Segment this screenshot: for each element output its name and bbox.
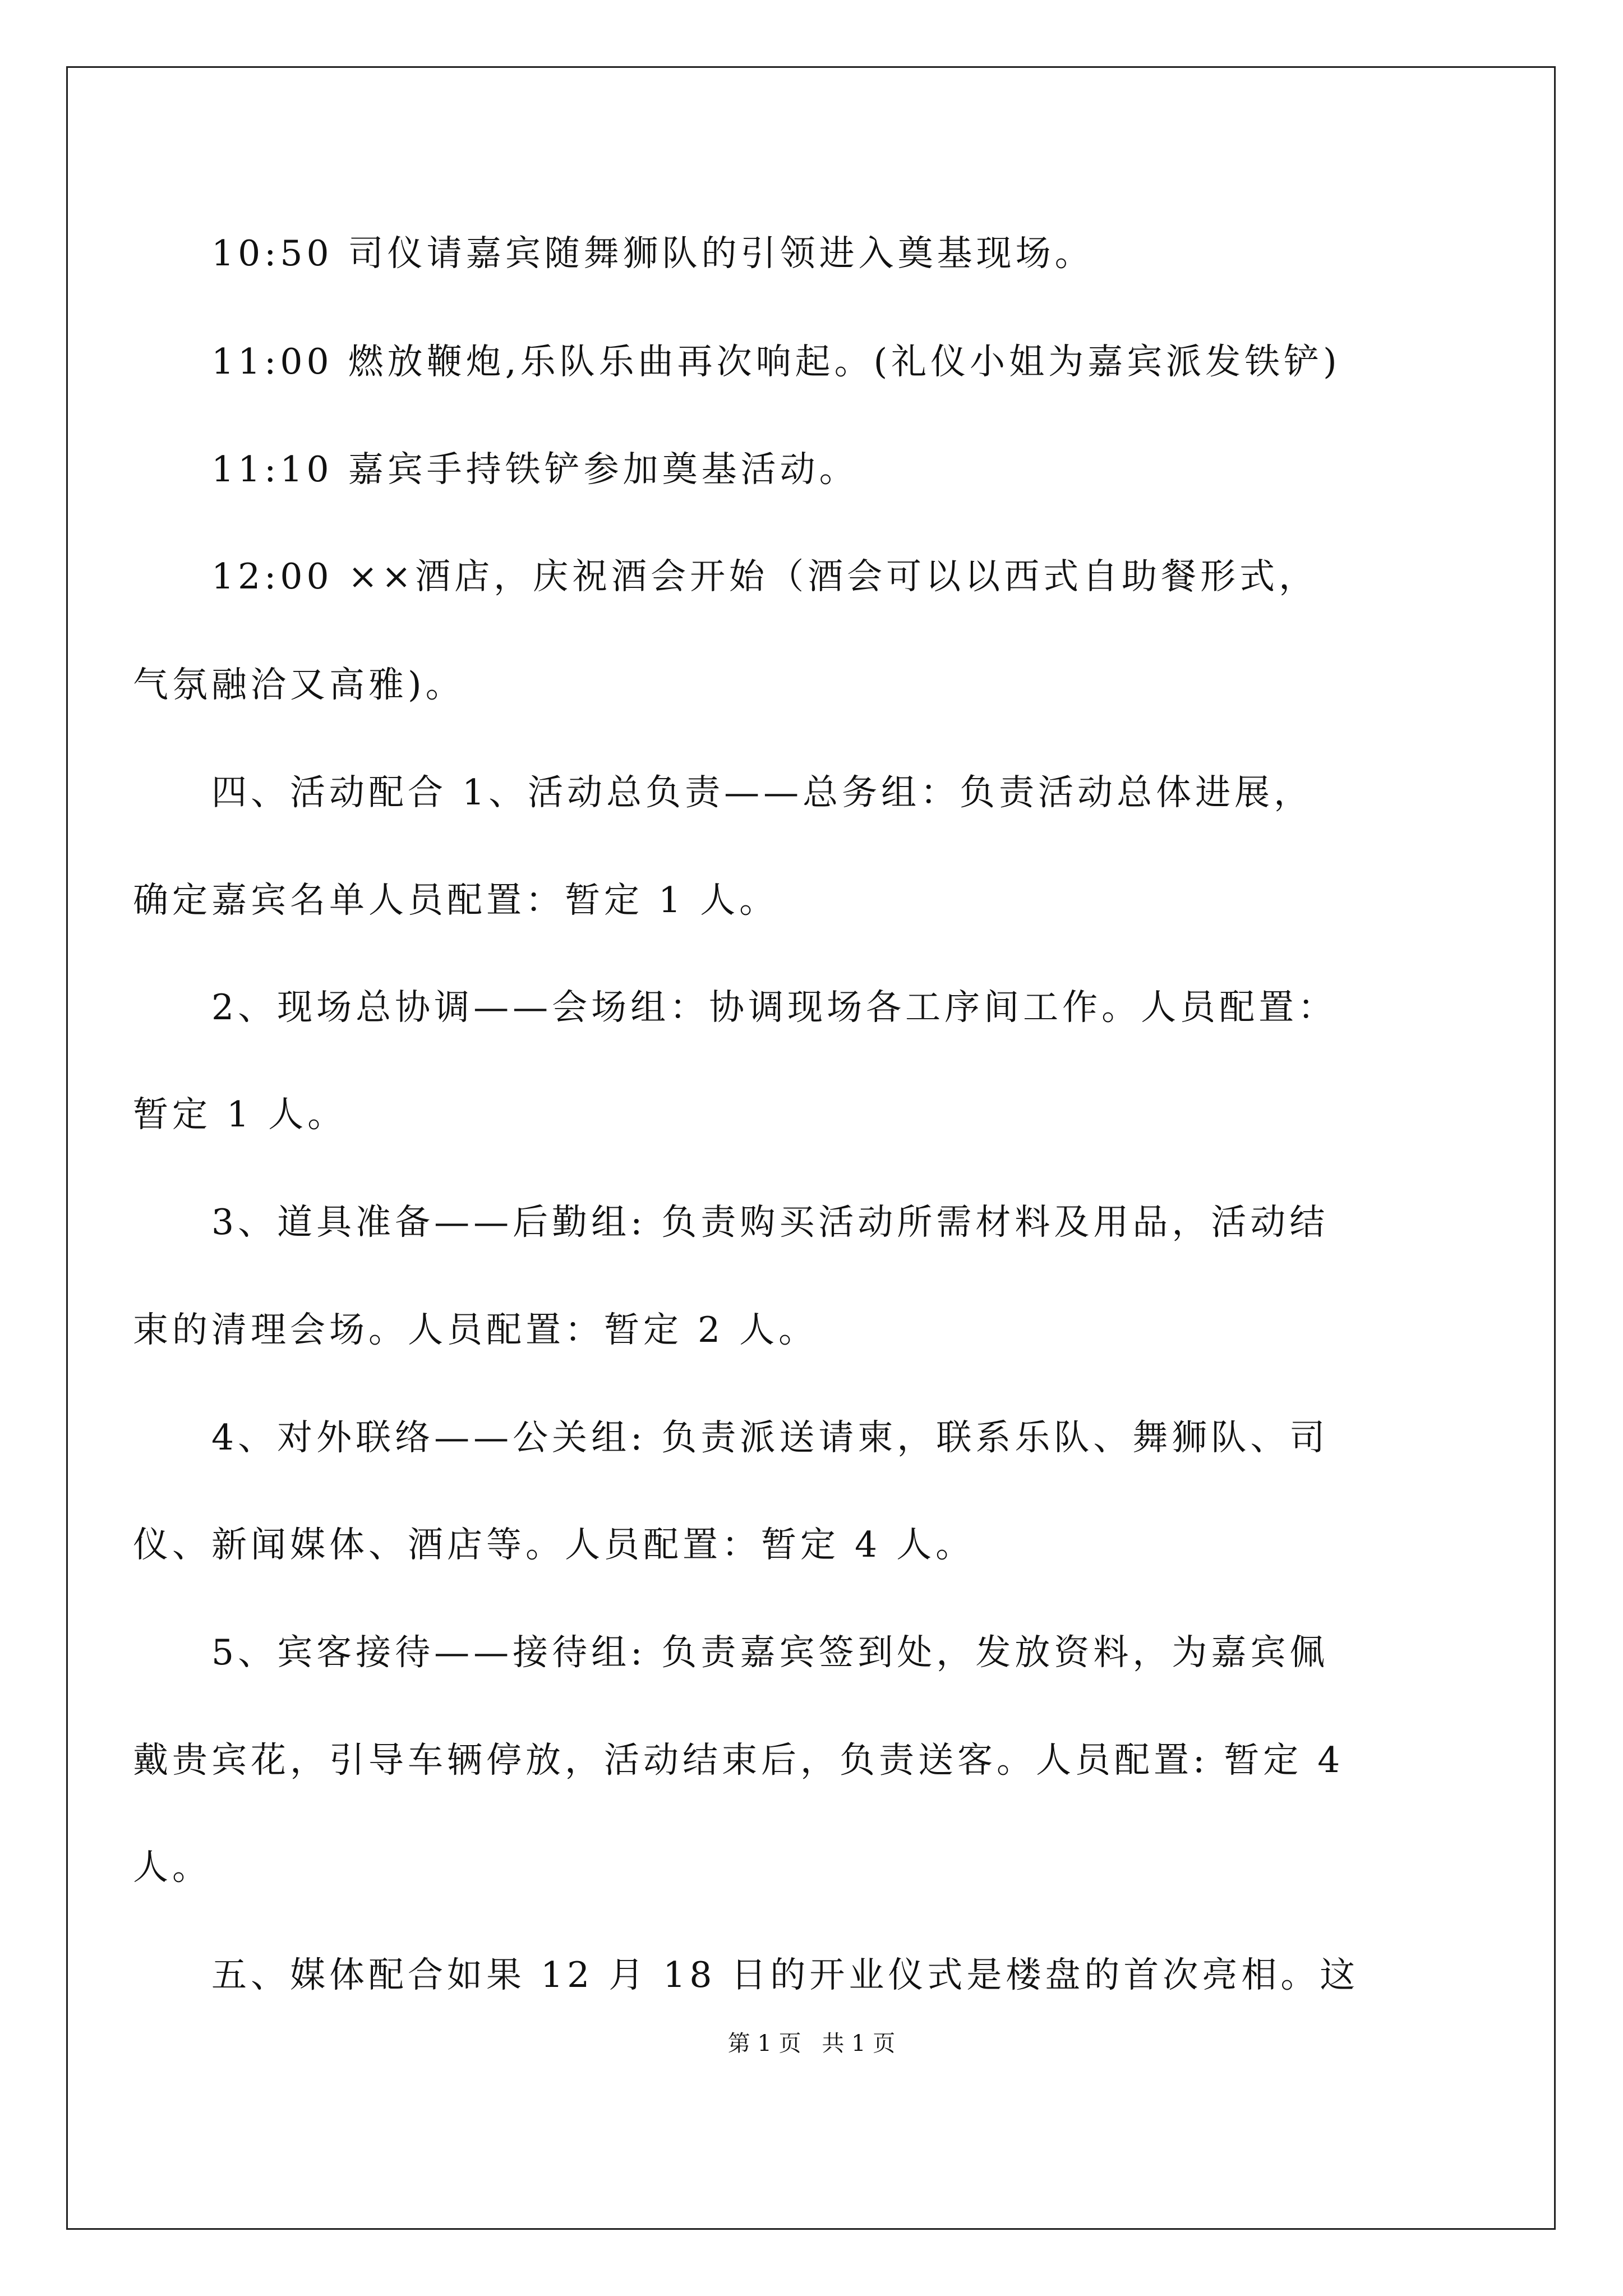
paragraph-line: 束的清理会场。人员配置：暂定 2 人。	[133, 1309, 818, 1350]
page-border	[66, 66, 1556, 2230]
paragraph-line: 10:50 司仪请嘉宾随舞狮队的引领进入奠基现场。	[211, 233, 1094, 274]
page-footer	[0, 2030, 1623, 2058]
paragraph-line: 四、活动配合 1、活动总负责——总务组：负责活动总体进展，	[211, 772, 1313, 813]
paragraph-line: 12:00 ××酒店，庆祝酒会开始（酒会可以以西式自助餐形式，	[211, 556, 1318, 597]
paragraph-line: 11:00 燃放鞭炮,乐队乐曲再次响起。(礼仪小姐为嘉宾派发铁铲)	[211, 341, 1341, 382]
paragraph-line: 2、现场总协调——会场组：协调现场各工序间工作。人员配置：	[211, 987, 1338, 1028]
page-total: 共 1 页	[822, 2031, 896, 2056]
paragraph-line: 气氛融洽又高雅)。	[133, 664, 465, 705]
paragraph-line: 仪、新闻媒体、酒店等。人员配置：暂定 4 人。	[133, 1524, 975, 1565]
paragraph-line: 戴贵宾花，引导车辆停放，活动结束后，负责送客。人员配置: 暂定 4	[133, 1740, 1344, 1780]
page-number: 第 1 页	[727, 2031, 801, 2056]
paragraph-line: 3、道具准备——后勤组: 负责购买活动所需材料及用品，活动结	[211, 1202, 1329, 1243]
paragraph-line: 人。	[133, 1847, 211, 1888]
paragraph-line: 11:10 嘉宾手持铁铲参加奠基活动。	[211, 449, 859, 490]
paragraph-line: 5、宾客接待——接待组: 负责嘉宾签到处，发放资料，为嘉宾佩	[211, 1632, 1329, 1673]
paragraph-line: 暂定 1 人。	[133, 1094, 347, 1135]
paragraph-line: 4、对外联络——公关组: 负责派送请柬，联系乐队、舞狮队、司	[211, 1417, 1329, 1458]
paragraph-line: 确定嘉宾名单人员配置：暂定 1 人。	[133, 880, 779, 921]
paragraph-line: 五、媒体配合如果 12 月 18 日的开业仪式是楼盘的首次亮相。这	[211, 1954, 1359, 1995]
